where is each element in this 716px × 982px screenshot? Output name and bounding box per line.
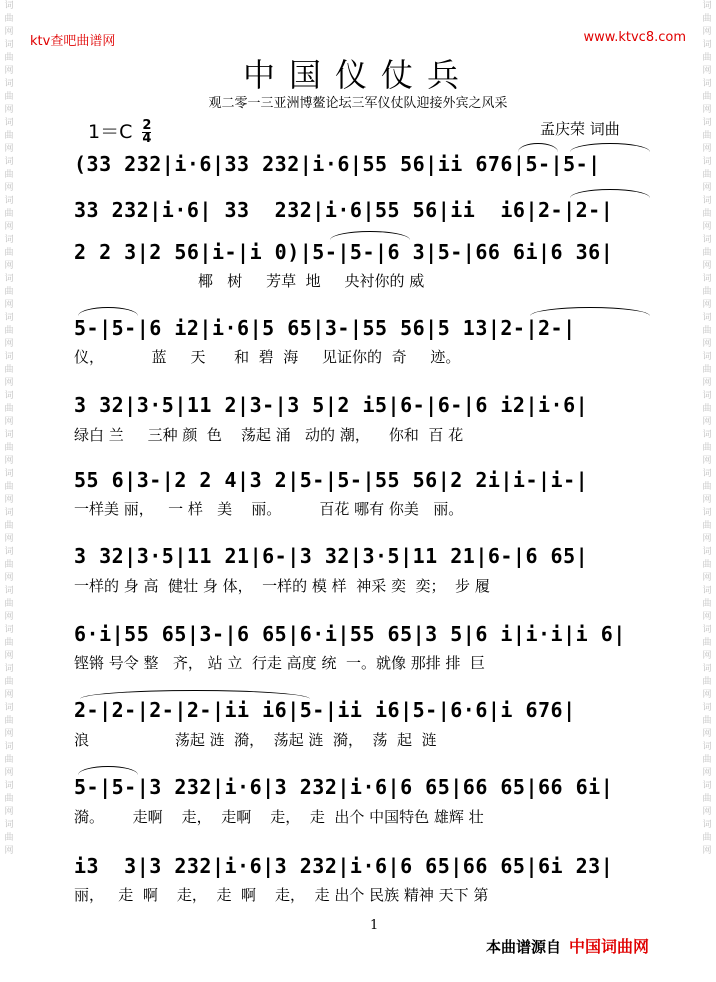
melody-line-1: (33 232|i·6|33 232|i·6|55 56|ii 676|5-|5-| bbox=[74, 152, 601, 176]
time-numerator: 2 bbox=[142, 118, 152, 133]
key-label: 1＝C bbox=[88, 121, 133, 143]
slur-mark bbox=[570, 189, 650, 198]
melody-line-4: 5-|5-|6 i2|i·6|5 65|3-|55 56|5 13|2-|2-| bbox=[74, 316, 576, 340]
slur-mark bbox=[80, 690, 310, 699]
melody-line-11: i3 3|3 232|i·6|3 232|i·6|6 65|66 65|6i 23| bbox=[74, 854, 614, 878]
song-title: 中国仪仗兵 bbox=[242, 56, 473, 94]
lyric-line-11: 丽， 走 啊 走， 走 啊 走， 走 出个 民族 精神 天下 第 bbox=[74, 886, 489, 904]
melody-line-7: 3 32|3·5|11 21|6-|3 32|3·5|11 21|6-|6 65| bbox=[74, 544, 589, 568]
melody-line-6: 55 6|3-|2 2 4|3 2|5-|5-|55 56|2 2i|i-|i-| bbox=[74, 468, 589, 492]
lyric-line-6: 一样美 丽， 一 样 美 丽。 百花 哪有 你美 丽。 bbox=[74, 500, 464, 518]
source-site-link[interactable]: 中国词曲网 bbox=[569, 937, 650, 956]
time-signature bbox=[142, 120, 151, 145]
melody-line-10: 5-|5-|3 232|i·6|3 232|i·6|6 65|66 65|66 6i| bbox=[74, 775, 614, 799]
source-label: 本曲谱源自 bbox=[486, 938, 562, 956]
slur-mark bbox=[330, 231, 410, 240]
slur-mark bbox=[518, 143, 558, 152]
site-url-right[interactable]: www.ktvc8.com bbox=[583, 30, 686, 45]
lyric-line-8: 铿锵 号令 整 齐， 站 立 行走 高度 统 一。就像 那排 排 巨 bbox=[74, 654, 486, 672]
lyric-line-7: 一样的 身 高 健壮 身 体， 一样的 模 样 神采 奕 奕； 步 履 bbox=[74, 577, 490, 595]
right-watermark-strip: 词 曲 网 词 曲 网 词 曲 网 词 曲 网 词 曲 网 词 曲 网 词 曲 网 词 曲 网 词 曲 网 词 曲 网 词 曲 网 词 曲 网 词 曲 网 词 曲 网 词 曲 网 词 曲 网 词 曲 网 词 曲 网 词 曲 网 词 曲 网 词 曲 网 词 曲 网 bbox=[702, 1, 712, 856]
site-name-left[interactable]: ktv查吧曲谱网 bbox=[30, 34, 116, 49]
lyric-line-4: 仪， 蓝 天 和 碧 海 见证你的 奇 迹。 bbox=[74, 348, 461, 366]
melody-line-9: 2-|2-|2-|2-|ii i6|5-|ii i6|5-|6·6|i 676| bbox=[74, 698, 576, 722]
slur-mark bbox=[78, 307, 138, 316]
song-subtitle: 观二零一三亚洲博鳌论坛三军仪仗队迎接外宾之风采 bbox=[208, 96, 508, 111]
page-number: 1 bbox=[370, 918, 379, 933]
source-credit bbox=[486, 934, 649, 957]
composer-credit: 孟庆荣 词曲 bbox=[540, 120, 620, 138]
lyric-line-9: 浪 荡起 涟 漪， 荡起 涟 漪， 荡 起 涟 bbox=[74, 731, 437, 749]
lyric-line-3: 椰 树 芳草 地 央衬你的 威 bbox=[74, 272, 425, 290]
slur-mark bbox=[78, 766, 138, 775]
melody-line-2: 33 232|i·6| 33 232|i·6|55 56|ii i6|2-|2-| bbox=[74, 198, 614, 222]
slur-mark bbox=[530, 307, 650, 316]
melody-line-8: 6·i|55 65|3-|6 65|6·i|55 65|3 5|6 i|i·i|i 6| bbox=[74, 622, 626, 646]
key-signature bbox=[88, 117, 151, 145]
left-watermark-strip: 词 曲 网 词 曲 网 词 曲 网 词 曲 网 词 曲 网 词 曲 网 词 曲 网 词 曲 网 词 曲 网 词 曲 网 词 曲 网 词 曲 网 词 曲 网 词 曲 网 词 曲 网 词 曲 网 词 曲 网 词 曲 网 词 曲 网 词 曲 网 词 曲 网 词 曲 网 bbox=[4, 1, 14, 856]
melody-line-3: 2 2 3|2 56|i-|i 0)|5-|5-|6 3|5-|66 6i|6 36| bbox=[74, 240, 614, 264]
lyric-line-10: 漪。 走啊 走， 走啊 走， 走 出个 中国特色 雄辉 壮 bbox=[74, 808, 484, 826]
lyric-line-5: 绿白 兰 三种 颜 色 荡起 涌 动的 潮， 你和 百 花 bbox=[74, 426, 464, 444]
time-denominator: 4 bbox=[142, 131, 152, 146]
melody-line-5: 3 32|3·5|11 2|3-|3 5|2 i5|6-|6-|6 i2|i·6| bbox=[74, 393, 589, 417]
slur-mark bbox=[570, 143, 650, 152]
